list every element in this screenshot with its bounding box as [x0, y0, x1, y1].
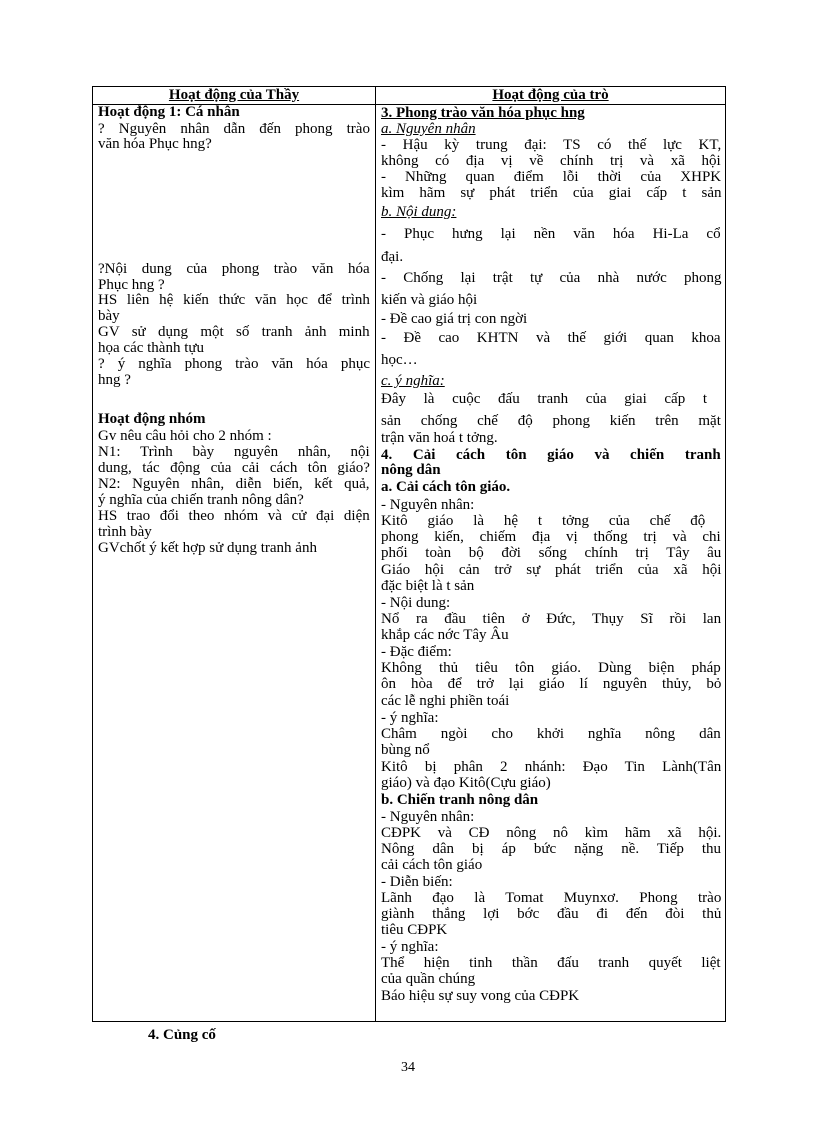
right-line: - Diễn biến:: [381, 874, 453, 890]
right-line: Lãnh đạo là Tomat Muynxơ. Phong trào: [381, 890, 722, 906]
left-line: Hoạt động nhóm: [98, 411, 206, 427]
column-divider: [375, 87, 376, 1021]
left-line: ?Nội dung của phong trào văn hóa: [98, 261, 370, 277]
right-line: cải cách tôn giáo: [381, 857, 483, 873]
right-line: - Những quan điểm lỗi thời của XHPK: [381, 169, 722, 185]
right-line: Báo hiệu sự suy vong của CĐPK: [381, 988, 580, 1004]
right-line: - ý nghĩa:: [381, 710, 439, 726]
left-line: N1: Trình bày nguyên nhân, nội: [98, 444, 370, 460]
right-line: Nông dân bị áp bức nặng nề. Tiếp thu: [381, 841, 722, 857]
right-line: không có địa vị về chính trị và xã hội: [381, 153, 721, 169]
right-line: Châm ngòi cho khởi nghĩa nông dân: [381, 726, 721, 742]
right-line: của quần chúng: [381, 971, 476, 987]
right-line: ôn hòa để trở lại giáo lí nguyên thủy, bỏ: [381, 676, 722, 692]
right-line: b. Chiến tranh nông dân: [381, 792, 539, 808]
right-line: b. Nội dung:: [381, 204, 457, 220]
right-line: - Đề cao giá trị con ngời: [381, 311, 528, 327]
right-line: a. Nguyên nhân: [381, 121, 476, 137]
left-line: họa các thành tựu: [98, 340, 205, 356]
right-line: phong kiến, chiếm địa vị thống trị và chi: [381, 529, 721, 545]
right-line: a. Cải cách tôn giáo.: [381, 479, 511, 495]
lesson-table: [92, 86, 726, 1022]
right-line: bùng nổ: [381, 742, 430, 758]
right-line: 4. Cải cách tôn giáo và chiến tranh: [381, 447, 721, 463]
right-line: - Nội dung:: [381, 595, 451, 611]
left-line: GV sử dụng một số tranh ảnh minh: [98, 324, 370, 340]
right-line: - Phục hưng lại nền văn hóa Hi-La cổ: [381, 226, 721, 242]
right-line: Thể hiện tinh thần đấu tranh quyết liệt: [381, 955, 721, 971]
left-line: dung, tác động của cải cách tôn giáo?: [98, 460, 370, 476]
left-line: ? Nguyên nhân dẫn đến phong trào: [98, 121, 370, 137]
right-line: Giáo hội cản trở sự phát triển của xã hội: [381, 562, 722, 578]
right-line: kiến và giáo hội: [381, 292, 478, 308]
left-line: Phục hng ?: [98, 277, 165, 293]
right-line: CĐPK và CĐ nông nô kìm hãm xã hội.: [381, 825, 722, 841]
left-line: ? ý nghĩa phong trào văn hóa phục: [98, 356, 371, 372]
right-line: - Đặc điểm:: [381, 644, 452, 660]
right-line: đặc biệt là t sản: [381, 578, 475, 594]
right-line: các lễ nghi phiền toái: [381, 693, 510, 709]
left-line: ý nghĩa của chiến tranh nông dân?: [98, 492, 304, 508]
right-line: Đây là cuộc đấu tranh của giai cấp t: [381, 391, 708, 407]
right-line: tiêu CĐPK: [381, 922, 448, 938]
right-line: - Đề cao KHTN và thế giới quan khoa: [381, 330, 721, 346]
left-line: văn hóa Phục hng?: [98, 136, 212, 152]
right-line: - Hậu kỳ trung đại: TS có thế lực KT,: [381, 137, 722, 153]
left-line: GVchốt ý kết hợp sử dụng tranh ảnh: [98, 540, 317, 556]
right-line: đại.: [381, 249, 404, 265]
left-line: bày: [98, 308, 120, 324]
left-line: trình bày: [98, 524, 152, 540]
right-line: Kitô giáo là hệ t tởng của chế độ: [381, 513, 706, 529]
left-line: Hoạt động 1: Cá nhân: [98, 104, 240, 120]
right-line: Nổ ra đầu tiên ở Đức, Thụy Sĩ rồi lan: [381, 611, 722, 627]
right-line: - ý nghĩa:: [381, 939, 439, 955]
right-line: - Nguyên nhân:: [381, 809, 475, 825]
right-line: sản chống chế độ phong kiến trên mặt: [381, 413, 721, 429]
right-line: kìm hãm sự phát triển của giai cấp t sản: [381, 185, 722, 201]
header-student: Hoạt động của trò: [492, 87, 609, 103]
page-number: 34: [401, 1060, 415, 1075]
left-line: N2: Nguyên nhân, diễn biến, kết quả,: [98, 476, 370, 492]
right-line: Kitô bị phân 2 nhánh: Đạo Tin Lành(Tân: [381, 759, 722, 775]
right-line: Không thủ tiêu tôn giáo. Dùng biện pháp: [381, 660, 721, 676]
right-line: học…: [381, 352, 418, 368]
header-teacher: Hoạt động của Thầy: [168, 87, 300, 103]
right-line: nông dân: [381, 462, 441, 478]
right-line: phối toàn bộ đời sống chính trị Tây âu: [381, 545, 722, 561]
right-line: khắp các nớc Tây Âu: [381, 627, 509, 643]
left-line: Gv nêu câu hỏi cho 2 nhóm :: [98, 428, 272, 444]
left-line: HS liên hệ kiến thức văn học để trình: [98, 292, 370, 308]
right-line: - Chống lại trật tự của nhà nước phong: [381, 270, 722, 286]
right-line: giáo) và đạo Kitô(Cựu giáo): [381, 775, 551, 791]
left-line: hng ?: [98, 372, 131, 388]
right-line: trận văn hoá t tởng.: [381, 430, 498, 446]
right-line: - Nguyên nhân:: [381, 497, 475, 513]
right-line: giành thắng lợi bớc đầu đi đến đòi thủ: [381, 906, 722, 922]
right-line: 3. Phong trào văn hóa phục hng: [381, 105, 585, 121]
left-line: HS trao đổi theo nhóm và cử đại diện: [98, 508, 370, 524]
right-line: c. ý nghĩa:: [381, 373, 445, 389]
section-consolidation: 4. Củng cố: [148, 1027, 216, 1043]
